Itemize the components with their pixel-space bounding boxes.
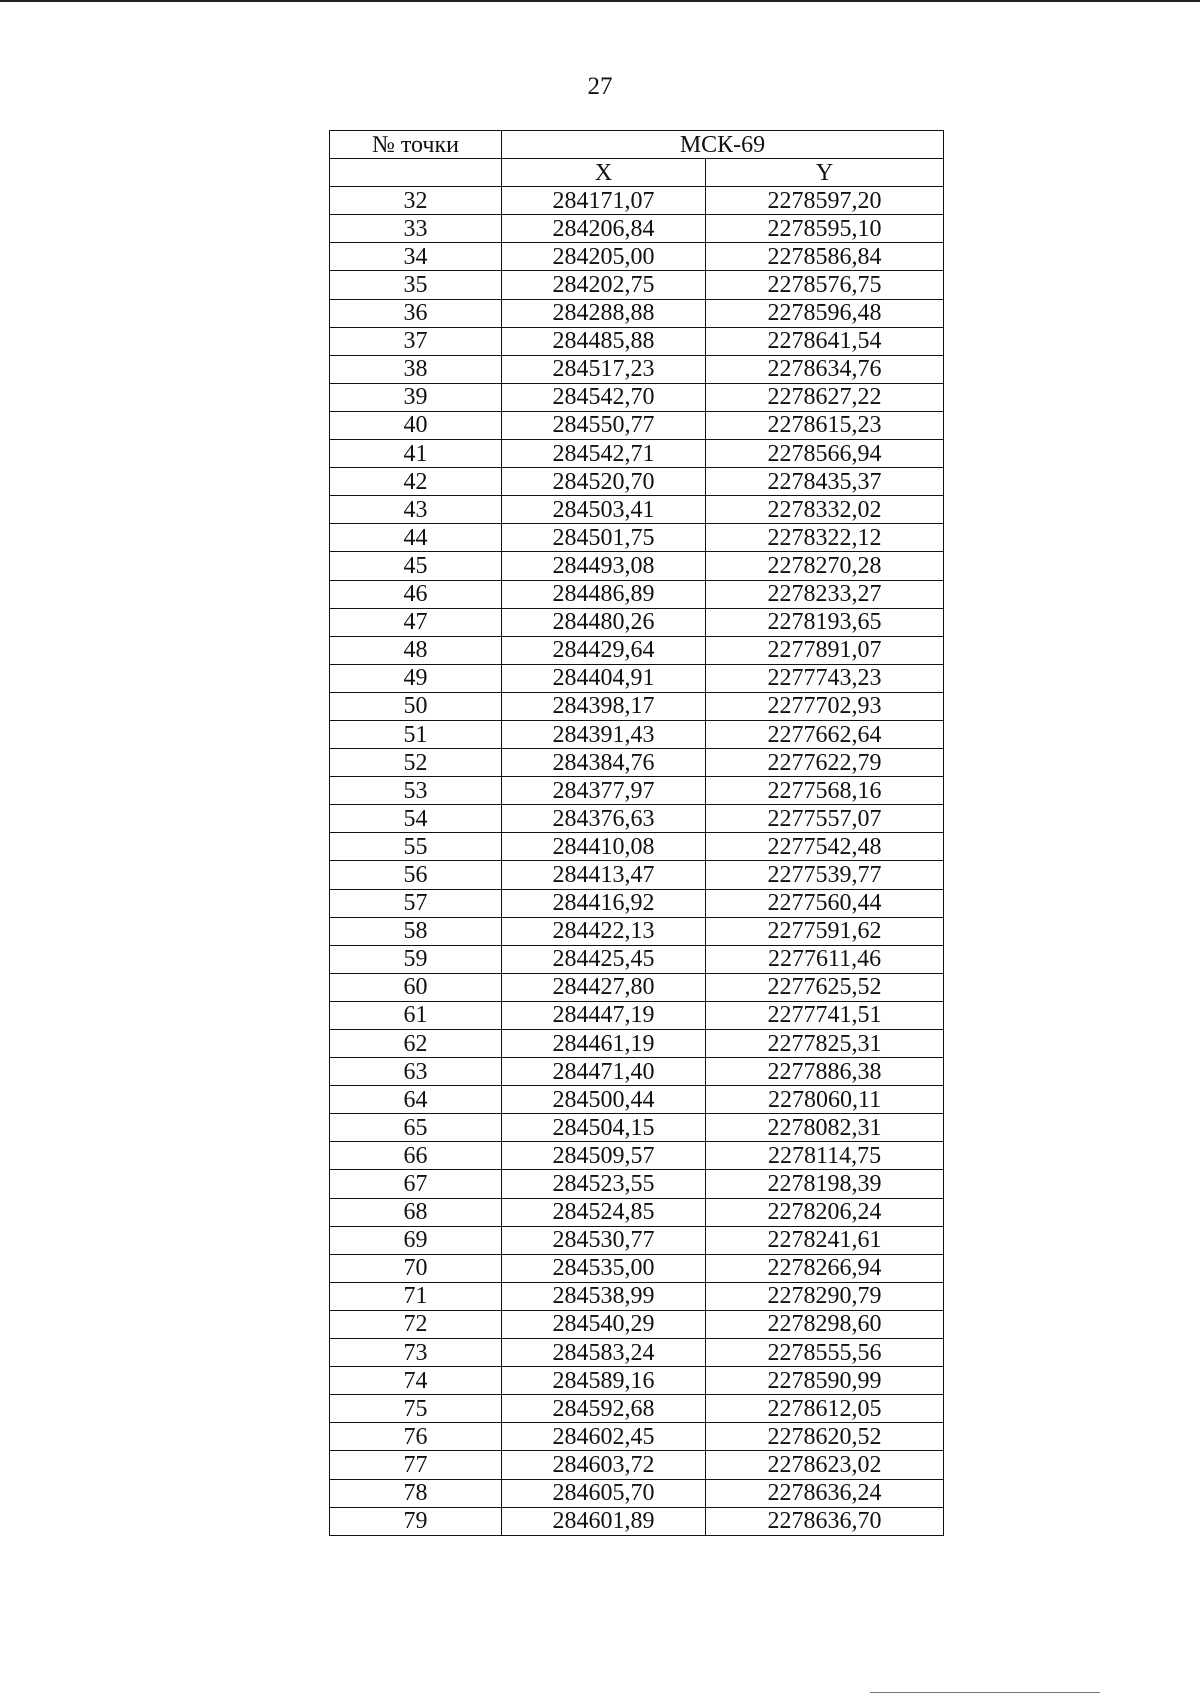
table-row xyxy=(330,945,944,973)
y-coordinate-cell: 2278615,23 xyxy=(706,411,944,439)
table-row xyxy=(330,1170,944,1198)
point-number-cell: 45 xyxy=(330,552,502,580)
point-number-cell: 40 xyxy=(330,411,502,439)
table-row xyxy=(330,1198,944,1226)
table-row xyxy=(330,1423,944,1451)
y-coordinate-cell: 2278082,31 xyxy=(706,1114,944,1142)
table-row xyxy=(330,552,944,580)
x-coordinate-cell: 284422,13 xyxy=(502,917,706,945)
y-coordinate-cell: 2278576,75 xyxy=(706,271,944,299)
x-coordinate-cell: 284410,08 xyxy=(502,833,706,861)
point-number-cell: 37 xyxy=(330,327,502,355)
y-coordinate-cell: 2278636,70 xyxy=(706,1507,944,1535)
point-number-cell: 54 xyxy=(330,805,502,833)
point-number-cell: 58 xyxy=(330,917,502,945)
point-number-cell: 74 xyxy=(330,1367,502,1395)
y-coordinate-cell: 2278623,02 xyxy=(706,1451,944,1479)
y-coordinate-cell: 2277743,23 xyxy=(706,664,944,692)
point-number-cell: 67 xyxy=(330,1170,502,1198)
top-border-line xyxy=(0,0,1200,2)
x-coordinate-cell: 284425,45 xyxy=(502,945,706,973)
y-coordinate-cell: 2277539,77 xyxy=(706,861,944,889)
table-row xyxy=(330,1114,944,1142)
point-number-cell: 78 xyxy=(330,1479,502,1507)
table-row xyxy=(330,524,944,552)
page-number: 27 xyxy=(587,73,613,100)
x-coordinate-cell: 284520,70 xyxy=(502,468,706,496)
y-coordinate-cell: 2277557,07 xyxy=(706,805,944,833)
x-coordinate-cell: 284461,19 xyxy=(502,1030,706,1058)
x-coordinate-cell: 284429,64 xyxy=(502,636,706,664)
y-coordinate-cell: 2277611,46 xyxy=(706,945,944,973)
y-coordinate-cell: 2277741,51 xyxy=(706,1001,944,1029)
point-number-cell: 49 xyxy=(330,664,502,692)
y-coordinate-cell: 2277542,48 xyxy=(706,833,944,861)
table-row xyxy=(330,1367,944,1395)
point-number-cell: 44 xyxy=(330,524,502,552)
x-coordinate-cell: 284427,80 xyxy=(502,973,706,1001)
x-coordinate-cell: 284416,92 xyxy=(502,889,706,917)
y-coordinate-cell: 2277825,31 xyxy=(706,1030,944,1058)
point-number-cell: 34 xyxy=(330,243,502,271)
point-number-cell: 53 xyxy=(330,777,502,805)
y-coordinate-cell: 2278233,27 xyxy=(706,580,944,608)
point-number-cell: 79 xyxy=(330,1507,502,1535)
point-number-cell: 57 xyxy=(330,889,502,917)
x-coordinate-cell: 284485,88 xyxy=(502,327,706,355)
y-coordinate-cell: 2278595,10 xyxy=(706,215,944,243)
point-number-cell: 66 xyxy=(330,1142,502,1170)
y-coordinate-cell: 2277702,93 xyxy=(706,692,944,720)
table-row xyxy=(330,1226,944,1254)
x-coordinate-cell: 284589,16 xyxy=(502,1367,706,1395)
y-coordinate-cell: 2278597,20 xyxy=(706,187,944,215)
x-coordinate-cell: 284376,63 xyxy=(502,805,706,833)
y-coordinate-cell: 2278198,39 xyxy=(706,1170,944,1198)
y-coordinate-cell: 2278435,37 xyxy=(706,468,944,496)
x-coordinate-cell: 284171,07 xyxy=(502,187,706,215)
x-coordinate-cell: 284538,99 xyxy=(502,1282,706,1310)
y-coordinate-cell: 2277662,64 xyxy=(706,720,944,748)
point-number-cell: 43 xyxy=(330,496,502,524)
point-number-cell: 77 xyxy=(330,1451,502,1479)
x-coordinate-cell: 284493,08 xyxy=(502,552,706,580)
point-number-cell: 48 xyxy=(330,636,502,664)
table-row xyxy=(330,917,944,945)
point-number-cell: 50 xyxy=(330,692,502,720)
x-coordinate-cell: 284384,76 xyxy=(502,749,706,777)
x-coordinate-cell: 284530,77 xyxy=(502,1226,706,1254)
point-number-cell: 62 xyxy=(330,1030,502,1058)
point-number-cell: 41 xyxy=(330,440,502,468)
y-coordinate-cell: 2278270,28 xyxy=(706,552,944,580)
table-row xyxy=(330,1001,944,1029)
x-coordinate-cell: 284602,45 xyxy=(502,1423,706,1451)
table-row xyxy=(330,1058,944,1086)
x-coordinate-cell: 284524,85 xyxy=(502,1198,706,1226)
x-coordinate-cell: 284288,88 xyxy=(502,299,706,327)
y-coordinate-cell: 2278322,12 xyxy=(706,524,944,552)
y-coordinate-cell: 2278206,24 xyxy=(706,1198,944,1226)
x-coordinate-cell: 284504,15 xyxy=(502,1114,706,1142)
point-number-cell: 42 xyxy=(330,468,502,496)
point-number-cell: 46 xyxy=(330,580,502,608)
table-row xyxy=(330,1030,944,1058)
header-y: Y xyxy=(706,159,944,187)
table-row xyxy=(330,1507,944,1535)
table-row xyxy=(330,187,944,215)
y-coordinate-cell: 2278290,79 xyxy=(706,1282,944,1310)
subheader-row xyxy=(330,159,944,187)
x-coordinate-cell: 284404,91 xyxy=(502,664,706,692)
x-coordinate-cell: 284540,29 xyxy=(502,1310,706,1338)
table-row xyxy=(330,440,944,468)
y-coordinate-cell: 2278266,94 xyxy=(706,1254,944,1282)
header-empty-cell xyxy=(330,159,502,187)
table-row xyxy=(330,1339,944,1367)
point-number-cell: 72 xyxy=(330,1310,502,1338)
x-coordinate-cell: 284398,17 xyxy=(502,692,706,720)
y-coordinate-cell: 2278634,76 xyxy=(706,355,944,383)
table-row xyxy=(330,1395,944,1423)
y-coordinate-cell: 2277591,62 xyxy=(706,917,944,945)
y-coordinate-cell: 2278586,84 xyxy=(706,243,944,271)
point-number-cell: 61 xyxy=(330,1001,502,1029)
x-coordinate-cell: 284601,89 xyxy=(502,1507,706,1535)
table-row xyxy=(330,383,944,411)
x-coordinate-cell: 284592,68 xyxy=(502,1395,706,1423)
coordinates-table xyxy=(329,130,944,1536)
x-coordinate-cell: 284535,00 xyxy=(502,1254,706,1282)
table-row xyxy=(330,468,944,496)
y-coordinate-cell: 2278566,94 xyxy=(706,440,944,468)
x-coordinate-cell: 284583,24 xyxy=(502,1339,706,1367)
x-coordinate-cell: 284542,70 xyxy=(502,383,706,411)
point-number-cell: 70 xyxy=(330,1254,502,1282)
x-coordinate-cell: 284500,44 xyxy=(502,1086,706,1114)
x-coordinate-cell: 284377,97 xyxy=(502,777,706,805)
point-number-cell: 36 xyxy=(330,299,502,327)
y-coordinate-cell: 2277560,44 xyxy=(706,889,944,917)
table-row xyxy=(330,636,944,664)
header-x: X xyxy=(502,159,706,187)
table-row xyxy=(330,299,944,327)
bottom-scan-mark xyxy=(870,1692,1100,1693)
y-coordinate-cell: 2277625,52 xyxy=(706,973,944,1001)
y-coordinate-cell: 2278114,75 xyxy=(706,1142,944,1170)
table-row xyxy=(330,720,944,748)
y-coordinate-cell: 2278641,54 xyxy=(706,327,944,355)
y-coordinate-cell: 2278241,61 xyxy=(706,1226,944,1254)
point-number-cell: 59 xyxy=(330,945,502,973)
point-number-cell: 39 xyxy=(330,383,502,411)
table-row xyxy=(330,580,944,608)
table-row xyxy=(330,805,944,833)
x-coordinate-cell: 284447,19 xyxy=(502,1001,706,1029)
table-row xyxy=(330,215,944,243)
point-number-cell: 63 xyxy=(330,1058,502,1086)
table-row xyxy=(330,664,944,692)
point-number-cell: 71 xyxy=(330,1282,502,1310)
table-body xyxy=(330,187,944,1536)
table-row xyxy=(330,1282,944,1310)
table-row xyxy=(330,749,944,777)
y-coordinate-cell: 2278060,11 xyxy=(706,1086,944,1114)
table-row xyxy=(330,1310,944,1338)
table-row xyxy=(330,1451,944,1479)
point-number-cell: 64 xyxy=(330,1086,502,1114)
point-number-cell: 38 xyxy=(330,355,502,383)
x-coordinate-cell: 284471,40 xyxy=(502,1058,706,1086)
x-coordinate-cell: 284523,55 xyxy=(502,1170,706,1198)
y-coordinate-cell: 2278596,48 xyxy=(706,299,944,327)
table-row xyxy=(330,889,944,917)
x-coordinate-cell: 284206,84 xyxy=(502,215,706,243)
table-row xyxy=(330,243,944,271)
x-coordinate-cell: 284509,57 xyxy=(502,1142,706,1170)
point-number-cell: 76 xyxy=(330,1423,502,1451)
y-coordinate-cell: 2278636,24 xyxy=(706,1479,944,1507)
y-coordinate-cell: 2278612,05 xyxy=(706,1395,944,1423)
table-row xyxy=(330,1142,944,1170)
y-coordinate-cell: 2278193,65 xyxy=(706,608,944,636)
y-coordinate-cell: 2277568,16 xyxy=(706,777,944,805)
point-number-cell: 33 xyxy=(330,215,502,243)
x-coordinate-cell: 284205,00 xyxy=(502,243,706,271)
y-coordinate-cell: 2277891,07 xyxy=(706,636,944,664)
x-coordinate-cell: 284603,72 xyxy=(502,1451,706,1479)
y-coordinate-cell: 2277886,38 xyxy=(706,1058,944,1086)
point-number-cell: 68 xyxy=(330,1198,502,1226)
x-coordinate-cell: 284550,77 xyxy=(502,411,706,439)
y-coordinate-cell: 2277622,79 xyxy=(706,749,944,777)
table-row xyxy=(330,411,944,439)
table-row xyxy=(330,608,944,636)
header-coordinate-system: МСК-69 xyxy=(502,131,944,159)
table-row xyxy=(330,1086,944,1114)
table-row xyxy=(330,271,944,299)
point-number-cell: 69 xyxy=(330,1226,502,1254)
table-row xyxy=(330,496,944,524)
table-row xyxy=(330,327,944,355)
x-coordinate-cell: 284503,41 xyxy=(502,496,706,524)
table-row xyxy=(330,833,944,861)
x-coordinate-cell: 284501,75 xyxy=(502,524,706,552)
point-number-cell: 32 xyxy=(330,187,502,215)
y-coordinate-cell: 2278332,02 xyxy=(706,496,944,524)
point-number-cell: 65 xyxy=(330,1114,502,1142)
table-row xyxy=(330,861,944,889)
table-row xyxy=(330,973,944,1001)
header-point-number: № точки xyxy=(330,131,502,159)
x-coordinate-cell: 284413,47 xyxy=(502,861,706,889)
table-row xyxy=(330,777,944,805)
y-coordinate-cell: 2278620,52 xyxy=(706,1423,944,1451)
point-number-cell: 60 xyxy=(330,973,502,1001)
x-coordinate-cell: 284542,71 xyxy=(502,440,706,468)
y-coordinate-cell: 2278298,60 xyxy=(706,1310,944,1338)
point-number-cell: 73 xyxy=(330,1339,502,1367)
x-coordinate-cell: 284480,26 xyxy=(502,608,706,636)
table-row xyxy=(330,1479,944,1507)
y-coordinate-cell: 2278555,56 xyxy=(706,1339,944,1367)
y-coordinate-cell: 2278590,99 xyxy=(706,1367,944,1395)
point-number-cell: 35 xyxy=(330,271,502,299)
header-row xyxy=(330,131,944,159)
x-coordinate-cell: 284486,89 xyxy=(502,580,706,608)
table-row xyxy=(330,355,944,383)
y-coordinate-cell: 2278627,22 xyxy=(706,383,944,411)
x-coordinate-cell: 284202,75 xyxy=(502,271,706,299)
point-number-cell: 55 xyxy=(330,833,502,861)
table-row xyxy=(330,692,944,720)
point-number-cell: 52 xyxy=(330,749,502,777)
table-row xyxy=(330,1254,944,1282)
point-number-cell: 56 xyxy=(330,861,502,889)
point-number-cell: 47 xyxy=(330,608,502,636)
point-number-cell: 75 xyxy=(330,1395,502,1423)
x-coordinate-cell: 284605,70 xyxy=(502,1479,706,1507)
x-coordinate-cell: 284391,43 xyxy=(502,720,706,748)
x-coordinate-cell: 284517,23 xyxy=(502,355,706,383)
point-number-cell: 51 xyxy=(330,720,502,748)
